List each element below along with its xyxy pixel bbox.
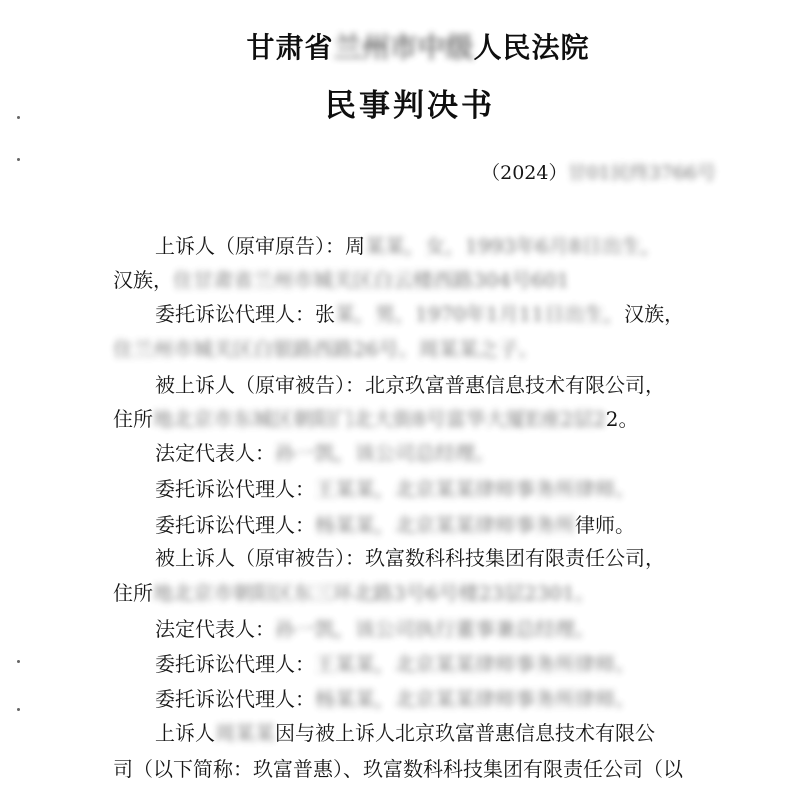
redacted-text: 王某某，北京某某律师事务所律师。 [315, 477, 635, 501]
court-redacted: 兰州市中级 [333, 31, 474, 64]
text: 法定代表人： [155, 617, 275, 641]
redacted-text: 孙一凯，该公司总经理。 [275, 441, 495, 465]
text: 住所 [113, 581, 153, 605]
text: 上诉人 [155, 721, 215, 745]
appellant-line-2 [113, 267, 569, 293]
agent-line-2 [113, 336, 538, 362]
text: 汉族， [624, 302, 685, 326]
legal-rep-1 [155, 440, 495, 466]
appellee-1-line: 被上诉人（原审被告）：北京玖富普惠信息技术有限公司， [155, 373, 665, 397]
legal-rep-2 [155, 616, 595, 642]
case-intro-line-1 [155, 720, 655, 746]
case-number-redacted: 甘01民终3766号 [567, 162, 716, 184]
appellee-2-line: 被上诉人（原审被告）：玖富数科科技集团有限责任公司， [155, 546, 665, 570]
text: 委托诉讼代理人：张 [155, 302, 335, 326]
scan-speck [17, 660, 20, 663]
appellee-2-address [113, 580, 595, 606]
text: 委托诉讼代理人： [155, 513, 315, 537]
redacted-text: 住甘肃省兰州市城关区白云楼西路304号601 [173, 268, 570, 292]
text: 住所 [113, 407, 153, 431]
text: 委托诉讼代理人： [155, 477, 315, 501]
text: 委托诉讼代理人： [155, 687, 315, 711]
court-suffix: 人民法院 [473, 31, 590, 64]
redacted-text: 住兰州市城关区白银路西路26号。 [113, 337, 419, 361]
agent-2a [155, 651, 635, 677]
scan-speck [17, 158, 20, 161]
redacted-text: 孙一凯，该公司执行董事兼总经理。 [275, 617, 595, 641]
redacted-text: 周某某之子。 [418, 337, 539, 361]
case-year: （2024） [481, 162, 568, 184]
agent-1b [155, 512, 635, 538]
agent-line-1 [155, 301, 684, 327]
text: 律师。 [575, 513, 635, 537]
agent-1a [155, 476, 635, 502]
appellee-1-address [113, 406, 639, 432]
redacted-text: 杨某某，北京某某律师事务所 [315, 513, 575, 537]
text: 汉族， [113, 268, 173, 292]
text: 2。 [605, 407, 639, 431]
case-number [481, 160, 716, 186]
redacted-text: 杨某某，北京某某律师事务所律师。 [315, 687, 635, 711]
redacted-text: 周某某 [215, 721, 275, 745]
redacted-text: 某，男，1970年1月11日出生， [335, 302, 625, 326]
agent-2b [155, 686, 635, 712]
scan-speck [17, 708, 20, 711]
document-type: 民事判决书 [325, 88, 495, 124]
redacted-text: 地北京市朝阳区东三环北路3号6号楼23层2301。 [153, 581, 595, 605]
text: 法定代表人： [155, 441, 275, 465]
court-name [18, 26, 800, 66]
text: 因与被上诉人北京玖富普惠信息技术有限公 [275, 721, 655, 745]
redacted-text: 王某某，北京某某律师事务所律师。 [315, 652, 635, 676]
redacted-text: 地北京市东城区朝阳门北大街8号富华大厦E座2层2 [153, 407, 606, 431]
case-intro-line-2: 司（以下简称：玖富普惠）、玖富数科科技集团有限责任公司（以 [113, 757, 683, 781]
court-province: 甘肃省 [246, 31, 334, 64]
redacted-text: 某某，女，1993年6月8日出生， [365, 234, 662, 258]
appellant-line-1 [155, 233, 661, 259]
text: 上诉人（原审原告）：周 [155, 234, 365, 258]
text: 委托诉讼代理人： [155, 652, 315, 676]
